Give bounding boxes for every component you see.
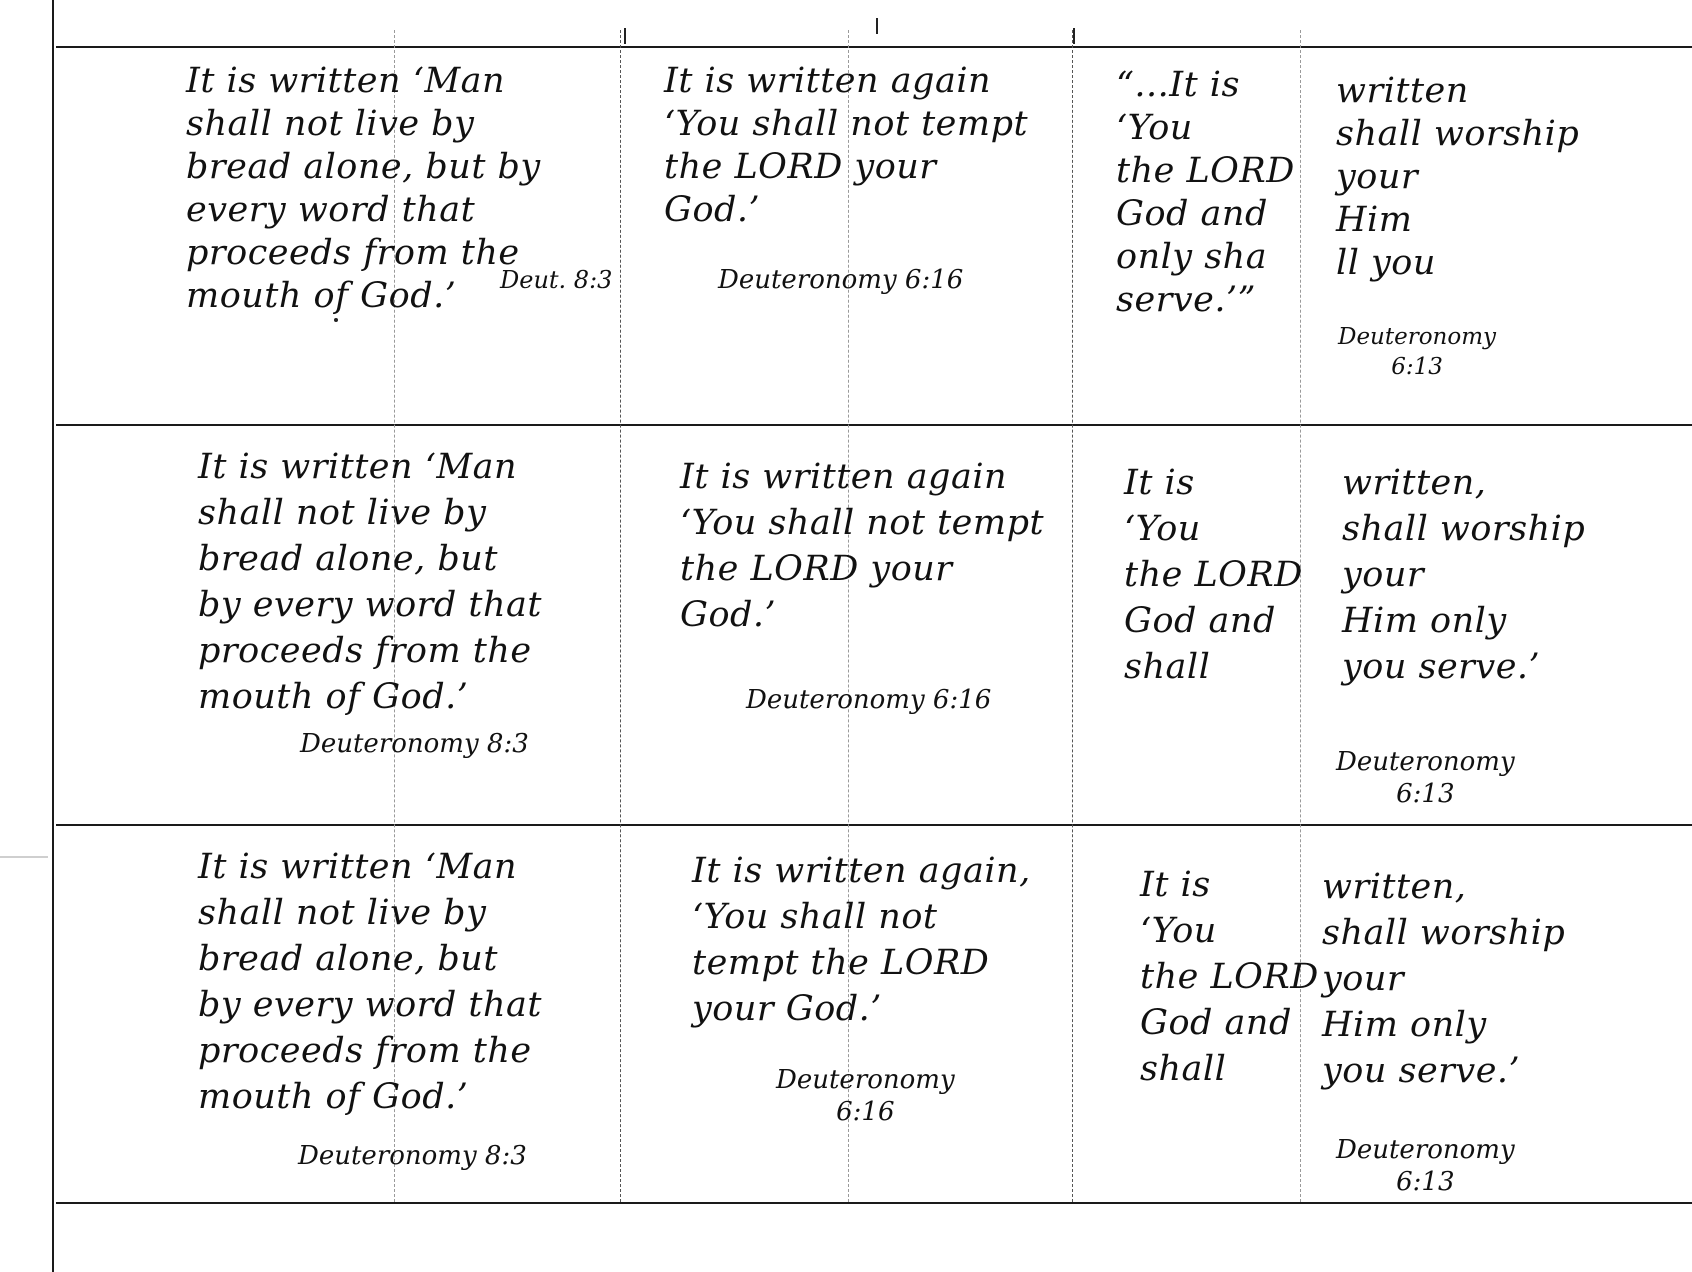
card-row1-col1-verse: It is written ‘Man shall not live by bread alone, but by every word that proceeds from the mouth of God.’ [186, 61, 541, 316]
card-row3-col1-verse: It is written ‘Man shall not live by bread alone, but by every word that proceeds from the mouth of God.’ [198, 847, 542, 1117]
card-row2-col3-right-verse: written, shall worship your Him only you serve.’ [1342, 463, 1586, 687]
card-row1-col2-reference: Deuteronomy 6:16 [718, 265, 964, 295]
card-row2-col3-left-verse: It is ‘You the LORD God and shall [1124, 463, 1303, 687]
left-margin-stub [0, 856, 48, 858]
card-row1-col1-reference: Deut. 8:3 [500, 266, 613, 294]
card-row1-col3-left-verse: “...It is ‘You the LORD God and only sha serve.’” [1116, 65, 1295, 320]
top-tick-3 [1073, 28, 1075, 44]
card-row2-col2-reference: Deuteronomy 6:16 [746, 685, 992, 715]
card-row3-col3-reference: Deuteronomy 6:13 [1336, 1135, 1515, 1197]
row-divider-top [56, 46, 1692, 48]
card-row1-col3-reference: Deuteronomy 6:13 [1338, 324, 1497, 380]
row-divider-1 [56, 424, 1692, 426]
row-divider-2 [56, 824, 1692, 826]
card-row1-col2-verse: It is written again ‘You shall not tempt the LORD your God.’ [664, 61, 1029, 230]
left-margin-line [52, 0, 54, 1272]
card-row2-col1-verse: It is written ‘Man shall not live by bread alone, but by every word that proceeds from the mouth of God.’ [198, 447, 542, 717]
card-row3-col3-right-verse: written, shall worship your Him only you serve.’ [1322, 867, 1566, 1091]
card-row2-col3-reference: Deuteronomy 6:13 [1336, 747, 1515, 809]
stray-dot [334, 318, 338, 322]
top-tick-2 [876, 18, 878, 34]
top-tick-1 [624, 28, 626, 44]
card-row3-col2-reference: Deuteronomy 6:16 [776, 1065, 955, 1127]
card-row1-col3-right-verse: written shall worship your Him ll you [1336, 71, 1580, 283]
card-row3-col3-left-verse: It is ‘You the LORD God and shall [1140, 865, 1319, 1089]
card-row3-col1-reference: Deuteronomy 8:3 [298, 1141, 527, 1171]
row-divider-bottom [56, 1202, 1692, 1204]
cut-line-2 [1072, 30, 1073, 1202]
cut-line-1 [620, 30, 621, 1202]
card-row3-col2-verse: It is written again, ‘You shall not tempt the LORD your God.’ [692, 851, 1031, 1029]
card-row2-col2-verse: It is written again ‘You shall not tempt the LORD your God.’ [680, 457, 1045, 635]
card-row2-col1-reference: Deuteronomy 8:3 [300, 729, 529, 759]
